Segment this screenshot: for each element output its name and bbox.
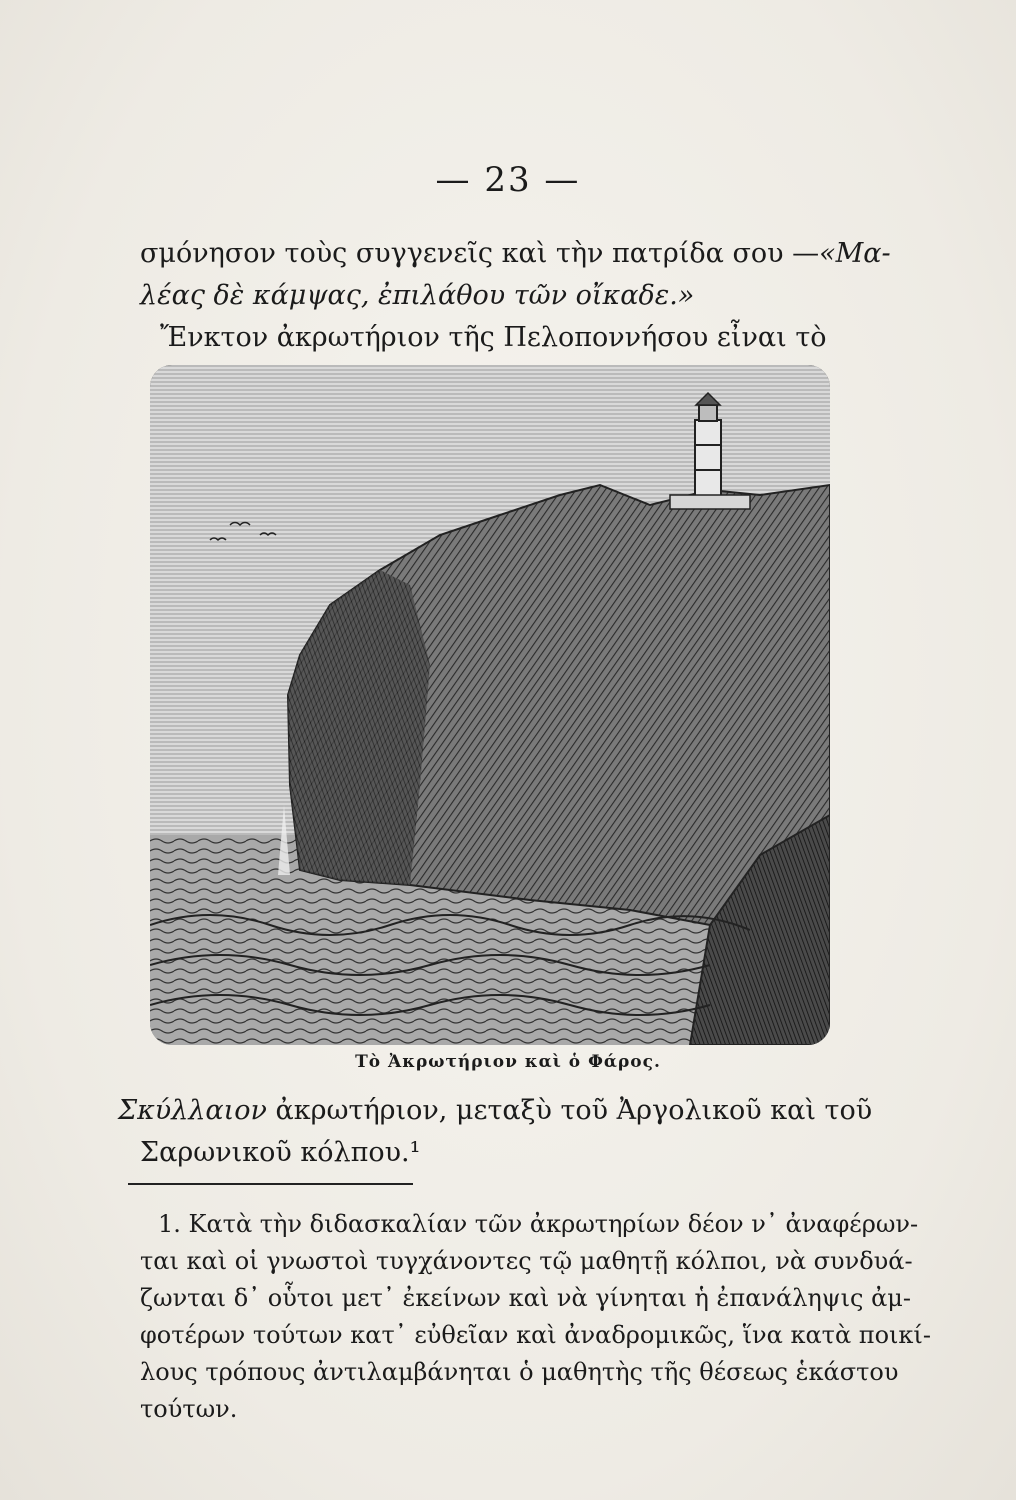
- figure-caption: Τὸ Ἀκρωτήριον καὶ ὁ Φάρος.: [355, 1052, 661, 1072]
- text-line-1-end: «Μα-: [819, 238, 891, 269]
- text-line-1-main: σμόνησον τοὺς συγγενεῖς καὶ τὴν πατρίδα σου —: [140, 238, 820, 269]
- footnote-line-3: ζωνται δ᾽ οὗτοι μετ᾽ ἐκείνων καὶ νὰ γίνηται ἡ ἐπανάληψις ἀμ-: [140, 1284, 911, 1312]
- page-number: — 23 —: [435, 160, 581, 200]
- footnote-line-2: ται καὶ οἱ γνωστοὶ τυγχάνοντες τῷ μαθητῇ κόλποι, νὰ συνδυά-: [140, 1247, 913, 1275]
- footnote-line-4: φοτέρων τούτων κατ᾽ εὐθεῖαν καὶ ἀναδρομικῶς, ἵνα κατὰ ποικί-: [140, 1321, 931, 1349]
- footnote-line-1: 1. Κατὰ τὴν διδασκαλίαν τῶν ἀκρωτηρίων δέον ν᾽ ἀναφέρων-: [158, 1210, 919, 1238]
- text-line-5: Σαρωνικοῦ κόλπου.¹: [140, 1137, 421, 1168]
- footnote-line-6: τούτων.: [140, 1395, 238, 1423]
- footnote-rule: [128, 1183, 413, 1185]
- footnote-line-5: λους τρόπους ἀντιλαμβάνηται ὁ μαθητὴς τῆς θέσεως ἑκάστου: [140, 1358, 899, 1386]
- text-line-2: λέας δὲ κάμψας, ἐπιλάθου τῶν οἴκαδε.»: [140, 280, 695, 311]
- text-line-4-rest: ἀκρωτήριον, μεταξὺ τοῦ Ἀργολικοῦ καὶ τοῦ: [275, 1095, 873, 1126]
- text-line-3: Ἔνκτον ἀκρωτήριον τῆς Πελοποννήσου εἶναι τὸ: [160, 322, 827, 353]
- place-name: Σκύλλαιον: [118, 1095, 267, 1126]
- lighthouse-cape-engraving: [150, 365, 830, 1045]
- text-line-4: [118, 1095, 873, 1126]
- text-line-1: [140, 238, 891, 269]
